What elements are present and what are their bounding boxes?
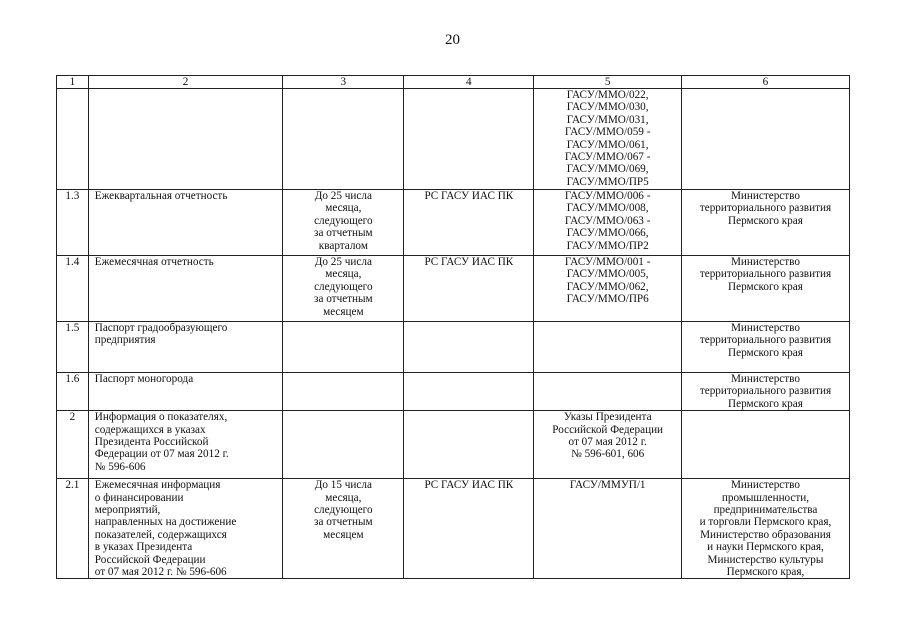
- report-table: [56, 75, 850, 579]
- system-name: РС ГАСУ ИАС ПК: [424, 256, 514, 268]
- responsible-cell: [681, 411, 849, 479]
- system-cell: [404, 322, 534, 373]
- report-name-line: от 07 мая 2012 г. № 596-606: [94, 566, 227, 579]
- form-code-line: от 07 мая 2012 г.: [568, 436, 647, 449]
- header-cell-3: 3: [283, 76, 404, 89]
- row-number: 1.6: [65, 373, 80, 385]
- report-name-line: направленных на достижение: [94, 516, 237, 529]
- row-number-cell: [57, 256, 89, 322]
- form-code-line: ГАСУ/ММО/063 -: [564, 214, 651, 227]
- form-code-line: ГАСУ/ММО/062,: [566, 280, 649, 293]
- deadline-cell: [283, 373, 404, 411]
- deadline-line: месяца,: [325, 491, 362, 504]
- deadline-line: за отчетным: [314, 293, 373, 306]
- report-name-cell: [88, 89, 283, 190]
- row-number: 1.3: [65, 190, 80, 202]
- system-cell: [404, 190, 534, 256]
- forms-cell: [534, 89, 682, 190]
- responsible-line: Министерство: [730, 479, 800, 492]
- report-name-line: № 596-606: [94, 460, 146, 473]
- table-row: [57, 322, 850, 373]
- system-name: РС ГАСУ ИАС ПК: [424, 479, 514, 492]
- responsible-line: Пермского края,: [726, 566, 805, 579]
- forms-cell: [534, 256, 682, 322]
- form-code-line: ГАСУ/ММО/066,: [566, 227, 649, 240]
- deadline-line: кварталом: [318, 239, 368, 252]
- responsible-line: территориального развития: [699, 385, 832, 398]
- form-code-line: № 596-601, 606: [571, 448, 645, 461]
- form-code-line: ГАСУ/ММО/005,: [566, 268, 649, 281]
- form-code-line: ГАСУ/ММО/ПР6: [566, 293, 649, 306]
- deadline-line: месяца,: [325, 268, 362, 281]
- deadline-line: следующего: [314, 214, 373, 227]
- report-name-line: содержащихся в указах: [94, 423, 206, 436]
- responsible-cell: [681, 479, 849, 579]
- header-cell-6: 6: [681, 76, 849, 89]
- responsible-line: территориального развития: [699, 334, 832, 347]
- responsible-line: Пермского края: [728, 397, 803, 410]
- system-cell: [404, 479, 534, 579]
- responsible-cell: [681, 256, 849, 322]
- form-code-line: ГАСУ/ММО/ПР2: [566, 239, 649, 252]
- report-name-cell: [88, 373, 283, 411]
- deadline-line: за отчетным: [314, 227, 373, 240]
- responsible-line: территориального развития: [699, 268, 832, 281]
- deadline-cell: [283, 411, 404, 479]
- row-number-cell: [57, 89, 89, 190]
- header-cell-1: 1: [57, 76, 89, 89]
- row-number: 1.5: [65, 322, 80, 334]
- responsible-line: Пермского края: [728, 280, 803, 293]
- system-name: РС ГАСУ ИАС ПК: [424, 190, 514, 202]
- deadline-cell: [283, 479, 404, 579]
- report-name-line: мероприятий,: [94, 504, 161, 517]
- form-code-line: ГАСУ/ММУП/1: [569, 479, 646, 492]
- table-row: [57, 190, 850, 256]
- forms-cell: [534, 479, 682, 579]
- report-name-line: Российской Федерации: [94, 553, 206, 566]
- deadline-line: месяцем: [323, 528, 364, 541]
- system-cell: [404, 256, 534, 322]
- row-number: 2: [69, 411, 76, 424]
- row-number: 2.1: [65, 479, 80, 492]
- forms-cell: [534, 411, 682, 479]
- report-name-cell: [88, 190, 283, 256]
- deadline-cell: [283, 322, 404, 373]
- row-number-cell: [57, 373, 89, 411]
- form-code-line: ГАСУ/ММО/001 -: [564, 256, 651, 268]
- form-code-line: ГАСУ/ММО/059 -: [564, 126, 651, 139]
- system-cell: [404, 373, 534, 411]
- deadline-line: До 25 числа: [314, 256, 372, 268]
- report-name-line: в указах Президента: [94, 541, 193, 554]
- form-code-line: ГАСУ/ММО/022,: [566, 89, 649, 101]
- forms-cell: [534, 322, 682, 373]
- report-name-line: Паспорт моногорода: [94, 373, 194, 385]
- table-header-row: [57, 76, 850, 89]
- row-number-cell: [57, 190, 89, 256]
- responsible-line: Министерство: [730, 256, 800, 268]
- table-row: [57, 89, 850, 190]
- table-row: [57, 411, 850, 479]
- responsible-line: Министерство образования: [700, 528, 831, 541]
- form-code-line: ГАСУ/ММО/006 -: [564, 190, 651, 202]
- responsible-line: Министерство: [730, 190, 800, 202]
- report-name-line: предприятия: [94, 334, 156, 347]
- row-number: 1.4: [65, 256, 80, 268]
- responsible-line: Министерство: [730, 322, 800, 334]
- forms-cell: [534, 373, 682, 411]
- responsible-cell: [681, 190, 849, 256]
- form-code-line: ГАСУ/ММО/030,: [566, 101, 649, 114]
- report-name-cell: [88, 411, 283, 479]
- deadline-cell: [283, 190, 404, 256]
- report-name-cell: [88, 322, 283, 373]
- responsible-line: и науки Пермского края,: [707, 541, 824, 554]
- table-row: [57, 256, 850, 322]
- page-number: 20: [445, 32, 460, 48]
- responsible-line: территориального развития: [699, 202, 832, 215]
- header-cell-2: 2: [88, 76, 283, 89]
- responsible-cell: [681, 322, 849, 373]
- row-number-cell: [57, 411, 89, 479]
- form-code-line: ГАСУ/ММО/067 -: [564, 151, 651, 164]
- report-name-line: о финансировании: [94, 491, 184, 504]
- deadline-cell: [283, 89, 404, 190]
- system-cell: [404, 411, 534, 479]
- header-cell-4: 4: [404, 76, 534, 89]
- deadline-line: До 25 числа: [314, 190, 372, 202]
- responsible-cell: [681, 89, 849, 190]
- responsible-line: промышленности,: [721, 491, 810, 504]
- responsible-line: Пермского края: [728, 346, 803, 359]
- form-code-line: ГАСУ/ММО/ПР5: [566, 175, 649, 188]
- report-name-line: Федерации от 07 мая 2012 г.: [94, 448, 229, 461]
- responsible-line: Министерство: [730, 373, 800, 385]
- report-name-cell: [88, 256, 283, 322]
- responsible-line: Министерство культуры: [707, 553, 824, 566]
- row-number-cell: [57, 322, 89, 373]
- report-name-cell: [88, 479, 283, 579]
- responsible-line: Пермского края: [728, 214, 803, 227]
- row-number-cell: [57, 479, 89, 579]
- deadline-cell: [283, 256, 404, 322]
- responsible-line: предпринимательства: [713, 504, 818, 517]
- report-name-line: Ежемесячная отчетность: [94, 256, 214, 268]
- report-name-line: Паспорт градообразующего: [94, 322, 228, 334]
- report-name-line: Информация о показателях,: [94, 411, 228, 424]
- report-name-line: Ежемесячная информация: [94, 479, 221, 492]
- responsible-line: и торговли Пермского края,: [699, 516, 832, 529]
- form-code-line: ГАСУ/ММО/008,: [566, 202, 649, 215]
- responsible-cell: [681, 373, 849, 411]
- deadline-line: за отчетным: [314, 516, 373, 529]
- deadline-line: следующего: [314, 280, 373, 293]
- form-code-line: Российской Федерации: [552, 423, 664, 436]
- report-name-line: показателей, содержащихся: [94, 528, 227, 541]
- system-cell: [404, 89, 534, 190]
- form-code-line: Указы Президента: [563, 411, 652, 424]
- deadline-line: До 15 числа: [314, 479, 372, 492]
- header-cell-5: 5: [534, 76, 682, 89]
- table-row: [57, 479, 850, 579]
- deadline-line: следующего: [314, 504, 373, 517]
- report-name-line: Президента Российской: [94, 436, 209, 449]
- forms-cell: [534, 190, 682, 256]
- deadline-line: месяца,: [325, 202, 362, 215]
- form-code-line: ГАСУ/ММО/069,: [566, 163, 649, 176]
- form-code-line: ГАСУ/ММО/061,: [566, 138, 649, 151]
- deadline-line: месяцем: [323, 305, 364, 318]
- report-name-line: Ежеквартальная отчетность: [94, 190, 228, 202]
- form-code-line: ГАСУ/ММО/031,: [566, 113, 649, 126]
- table-row: [57, 373, 850, 411]
